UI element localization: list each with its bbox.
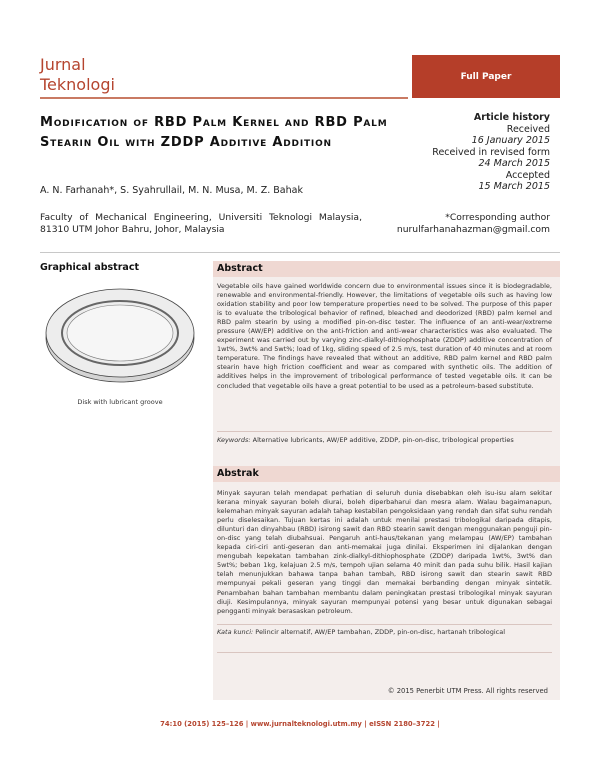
abstract-keywords-divider (217, 431, 552, 432)
graphical-abstract-caption: Disk with lubricant groove (77, 398, 163, 406)
abstrak-heading: Abstrak (213, 466, 560, 482)
journal-name-line2: Teknologi (40, 75, 115, 94)
keywords-label: Keywords: (217, 436, 251, 444)
abstrak-keywords (217, 628, 552, 637)
received-label: Received (506, 123, 550, 135)
revised-date: 24 March 2015 (478, 158, 550, 169)
abstract-text: Vegetable oils have gained worldwide concern due to environmental issues since it is biodegradable, renewable and environmental-friendly. However, the limitations of vegetable oils such as having low oxidation stability and poor low temperature properties need to be solved. The purpose of this paper is to evaluate the tribological behavior of refined, bleached and deodorized (RBD) palm kernel and RBD palm stearin by using a modified pin-on-disc tester. The influence of an anti-wear/extreme pressure (AW/EP) additive on the anti-friction and anti-wear characteristics was also evaluated. The experiment was carried out by varying zinc-dialkyl-dithiophosphate (ZDDP) additive concentration of 1wt%, 3wt% and 5wt%; load of 1kg, sliding speed of 2.5 m/s, test duration of 40 minutes and at room temperature. The findings have revealed that without an additive, RBD palm kernel and RBD palm stearin have high friction coefficient and wear as compared with synthetic oils. The addition of additives helps in the improvement of tribological performance of tested vegetable oils. It can be concluded that vegetable oils have a great potential to be used as a petroleum-based substitute. (217, 282, 552, 390)
kata-kunci-label: Kata kunci: (217, 628, 254, 636)
authors: A. N. Farhanah*, S. Syahrullail, M. N. Musa, M. Z. Bahak (40, 185, 303, 196)
kata-kunci-text: Pelincir alternatif, AW/EP tambahan, ZDDP, pin-on-disc, hartanah tribological (255, 628, 506, 636)
keywords-text: Alternative lubricants, AW/EP additive, ZDDP, pin-on-disc, tribological properties (252, 436, 514, 444)
abstract-heading: Abstract (213, 261, 560, 277)
graphical-abstract-title: Graphical abstract (40, 262, 139, 273)
affiliation: Faculty of Mechanical Engineering, Universiti Teknologi Malaysia, 81310 UTM Johor Bahru, Johor, Malaysia (40, 212, 362, 235)
accepted-label: Accepted (505, 169, 550, 181)
corresponding-label: *Corresponding author (445, 212, 550, 223)
journal-name (40, 55, 115, 95)
section-divider (40, 252, 560, 253)
received-date: 16 January 2015 (471, 135, 550, 146)
page-footer: 74:10 (2015) 125–126 | www.jurnalteknologi.utm.my | eISSN 2180–3722 | (160, 720, 440, 728)
disk-inner (67, 305, 173, 361)
abstrak-keywords-divider (217, 624, 552, 625)
history-heading: Article history (473, 112, 550, 123)
abstract-keywords (217, 436, 552, 445)
disk-figure (40, 280, 200, 390)
journal-name-line1: Jurnal (40, 55, 86, 74)
copyright: © 2015 Penerbit UTM Press. All rights reserved (387, 687, 548, 695)
article-title: Modification of RBD Palm Kernel and RBD Palm Stearin Oil with ZDDP Additive Addition (40, 115, 388, 150)
abstrak-bottom-divider (217, 652, 552, 653)
corresponding-author (397, 212, 550, 236)
corresponding-email[interactable]: nurulfarhanahazman@gmail.com (396, 224, 550, 235)
revised-label: Received in revised form (432, 146, 550, 158)
article-history (432, 112, 550, 193)
abstrak-text: Minyak sayuran telah mendapat perhatian di seluruh dunia disebabkan oleh isu-isu alam sekitar kerana minyak sayuran boleh diurai, boleh diperbaharui dan mesra alam. Walau bagaimanapun, kelemahan minyak sayuran adalah tahap kestabilan pengoksidaan yang rendah dan sifat suhu rendah perlu diselesaikan. Tujuan kertas ini adalah untuk menilai prestasi tribologikal daripada ditapis, dilunturi dan dinyahbau (RBD) isirong sawit dan RBD stearin sawit dengan menggunakan penguji pin-on-disc yang telah diubahsuai. Pengaruh anti-haus/tekanan yang melampau (AW/EP) tambahan kepada ciri-ciri anti-geseran dan anti-memakai juga dinilai. Eksperimen ini dijalankan dengan mengubah kepekatan tambahan zink-dialkyl-dithiophosphate (ZDDP) daripada 1wt%, 3wt% dan 5wt%; beban 1kg, kelajuan 2.5 m/s, tempoh ujian selama 40 minit dan pada suhu bilik. Hasil kajian telah menunjukkan bahawa tanpa bahan tambah, RBD isirong sawit dan stearin sawit RBD mempunyai pekali geseran yang tinggi dan memakai berbanding dengan minyak sintetik. Penambahan bahan tambahan membantu dalam peningkatan prestasi tribologikal minyak sayuran diuji. Kesimpulannya, minyak sayuran mempunyai potensi yang besar untuk digunakan sebagai pengganti minyak berasaskan petroleum. (217, 489, 552, 615)
paper-type-badge: Full Paper (412, 55, 560, 98)
header-divider (40, 97, 408, 99)
accepted-date: 15 March 2015 (478, 181, 550, 192)
